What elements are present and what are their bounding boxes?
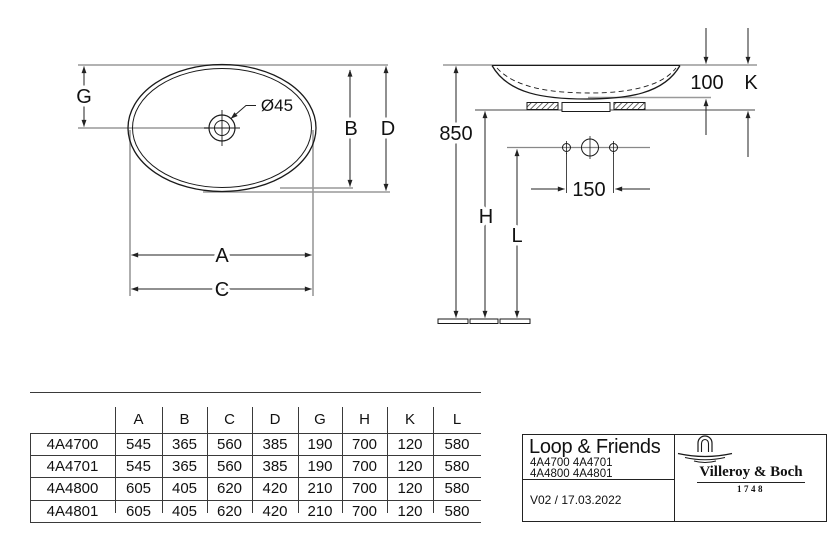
basin-top-view xyxy=(76,65,395,302)
drain-leader-line xyxy=(231,106,256,119)
table-cell: 385 xyxy=(262,435,288,453)
table-cell: 700 xyxy=(351,457,378,475)
dimension-table xyxy=(30,392,481,523)
title-block-info xyxy=(523,435,674,521)
table-header-cell: B xyxy=(179,411,190,428)
table-gridline xyxy=(207,407,208,513)
table-cell: 580 xyxy=(444,503,470,520)
dim-label-l: L xyxy=(511,225,523,247)
table-gridline xyxy=(30,433,31,523)
table-cell: 545 xyxy=(125,435,152,453)
dim-label-h: H xyxy=(478,206,494,228)
table-cell: 545 xyxy=(125,457,152,475)
fixing-holes xyxy=(563,136,618,159)
dim-label-c: C xyxy=(214,279,230,301)
table-cell: 120 xyxy=(397,480,423,497)
table-model-cell: 4A4700 xyxy=(46,435,99,453)
series-name: Loop & Friends xyxy=(529,436,661,458)
drain-fitting xyxy=(562,103,610,112)
table-header-cell: A xyxy=(133,411,144,428)
model-numbers: 4A4800 4A4801 xyxy=(530,468,613,480)
table-cell: 210 xyxy=(307,480,333,497)
model-numbers: 4A4700 4A4701 xyxy=(530,457,613,469)
table-gridline xyxy=(30,392,481,393)
bowl-inner-dashed-line xyxy=(497,68,676,93)
table-model-cell: 4A4801 xyxy=(46,503,99,520)
bowl-profile xyxy=(492,66,680,100)
table-cell: 560 xyxy=(216,435,243,453)
table-cell: 700 xyxy=(351,480,378,497)
table-header-cell: D xyxy=(269,411,281,428)
table-cell: 605 xyxy=(125,503,152,520)
basin-side-view xyxy=(438,28,758,324)
table-cell: 620 xyxy=(216,480,243,497)
table-gridline xyxy=(387,407,388,513)
dim-label-b: B xyxy=(344,118,358,140)
table-cell: 605 xyxy=(125,480,152,497)
table-cell: 405 xyxy=(171,503,198,520)
dim-label-basin-height: 100 xyxy=(690,72,724,94)
table-cell: 580 xyxy=(444,435,470,453)
table-gridline xyxy=(30,455,481,456)
floor-line xyxy=(438,319,530,324)
table-cell: 580 xyxy=(444,457,470,475)
table-cell: 190 xyxy=(307,457,333,475)
dim-label-g: G xyxy=(76,86,92,108)
table-gridline xyxy=(30,477,481,478)
brand-year: 1748 xyxy=(737,484,765,494)
table-model-cell: 4A4800 xyxy=(46,480,99,497)
table-cell: 405 xyxy=(171,480,198,497)
dim-label-k: K xyxy=(744,72,758,94)
table-cell: 385 xyxy=(262,457,288,475)
brand-name: Villeroy & Boch xyxy=(697,464,804,483)
table-gridline xyxy=(30,500,481,501)
table-header-cell: C xyxy=(224,411,235,428)
title-block xyxy=(522,434,827,522)
dim-label-a: A xyxy=(215,245,229,267)
table-cell: 580 xyxy=(444,480,470,497)
table-cell: 120 xyxy=(397,457,423,475)
table-cell: 365 xyxy=(171,435,198,453)
fountain-icon xyxy=(675,435,735,463)
table-gridline xyxy=(30,433,481,434)
table-header-cell: G xyxy=(314,411,326,428)
table-cell: 120 xyxy=(397,435,423,453)
table-cell: 190 xyxy=(307,435,333,453)
table-model-cell: 4A4701 xyxy=(46,457,99,475)
table-cell: 620 xyxy=(216,503,243,520)
dim-label-d: D xyxy=(380,118,396,140)
table-cell: 365 xyxy=(171,457,198,475)
dimension-table-grid xyxy=(30,392,481,523)
table-cell: 210 xyxy=(307,503,333,520)
table-cell: 120 xyxy=(397,503,423,520)
table-header-cell: L xyxy=(452,411,462,428)
top-view-extension-lines xyxy=(78,65,390,296)
mounting-pad-left xyxy=(527,103,558,110)
table-gridline xyxy=(433,407,434,513)
table-gridline xyxy=(298,407,299,513)
table-cell: 420 xyxy=(262,503,288,520)
table-cell: 560 xyxy=(216,457,243,475)
revision-date: V02 / 17.03.2022 xyxy=(530,493,622,507)
dim-label-overall-height: 850 xyxy=(439,123,473,145)
table-gridline xyxy=(30,522,481,523)
table-gridline xyxy=(342,407,343,513)
table-header-cell: K xyxy=(404,411,415,428)
mounting-pad-right xyxy=(614,103,645,110)
dim-label-hole-spacing: 150 xyxy=(572,179,606,201)
table-gridline xyxy=(252,407,253,513)
dim-label-drain-diameter: Ø45 xyxy=(260,96,294,115)
table-cell: 700 xyxy=(351,435,378,453)
table-header-cell: H xyxy=(359,411,370,428)
brand-logo xyxy=(675,435,827,521)
table-gridline xyxy=(162,407,163,513)
table-cell: 700 xyxy=(351,503,378,520)
table-gridline xyxy=(115,407,116,513)
table-header-cell xyxy=(30,392,115,433)
table-cell: 420 xyxy=(262,480,288,497)
